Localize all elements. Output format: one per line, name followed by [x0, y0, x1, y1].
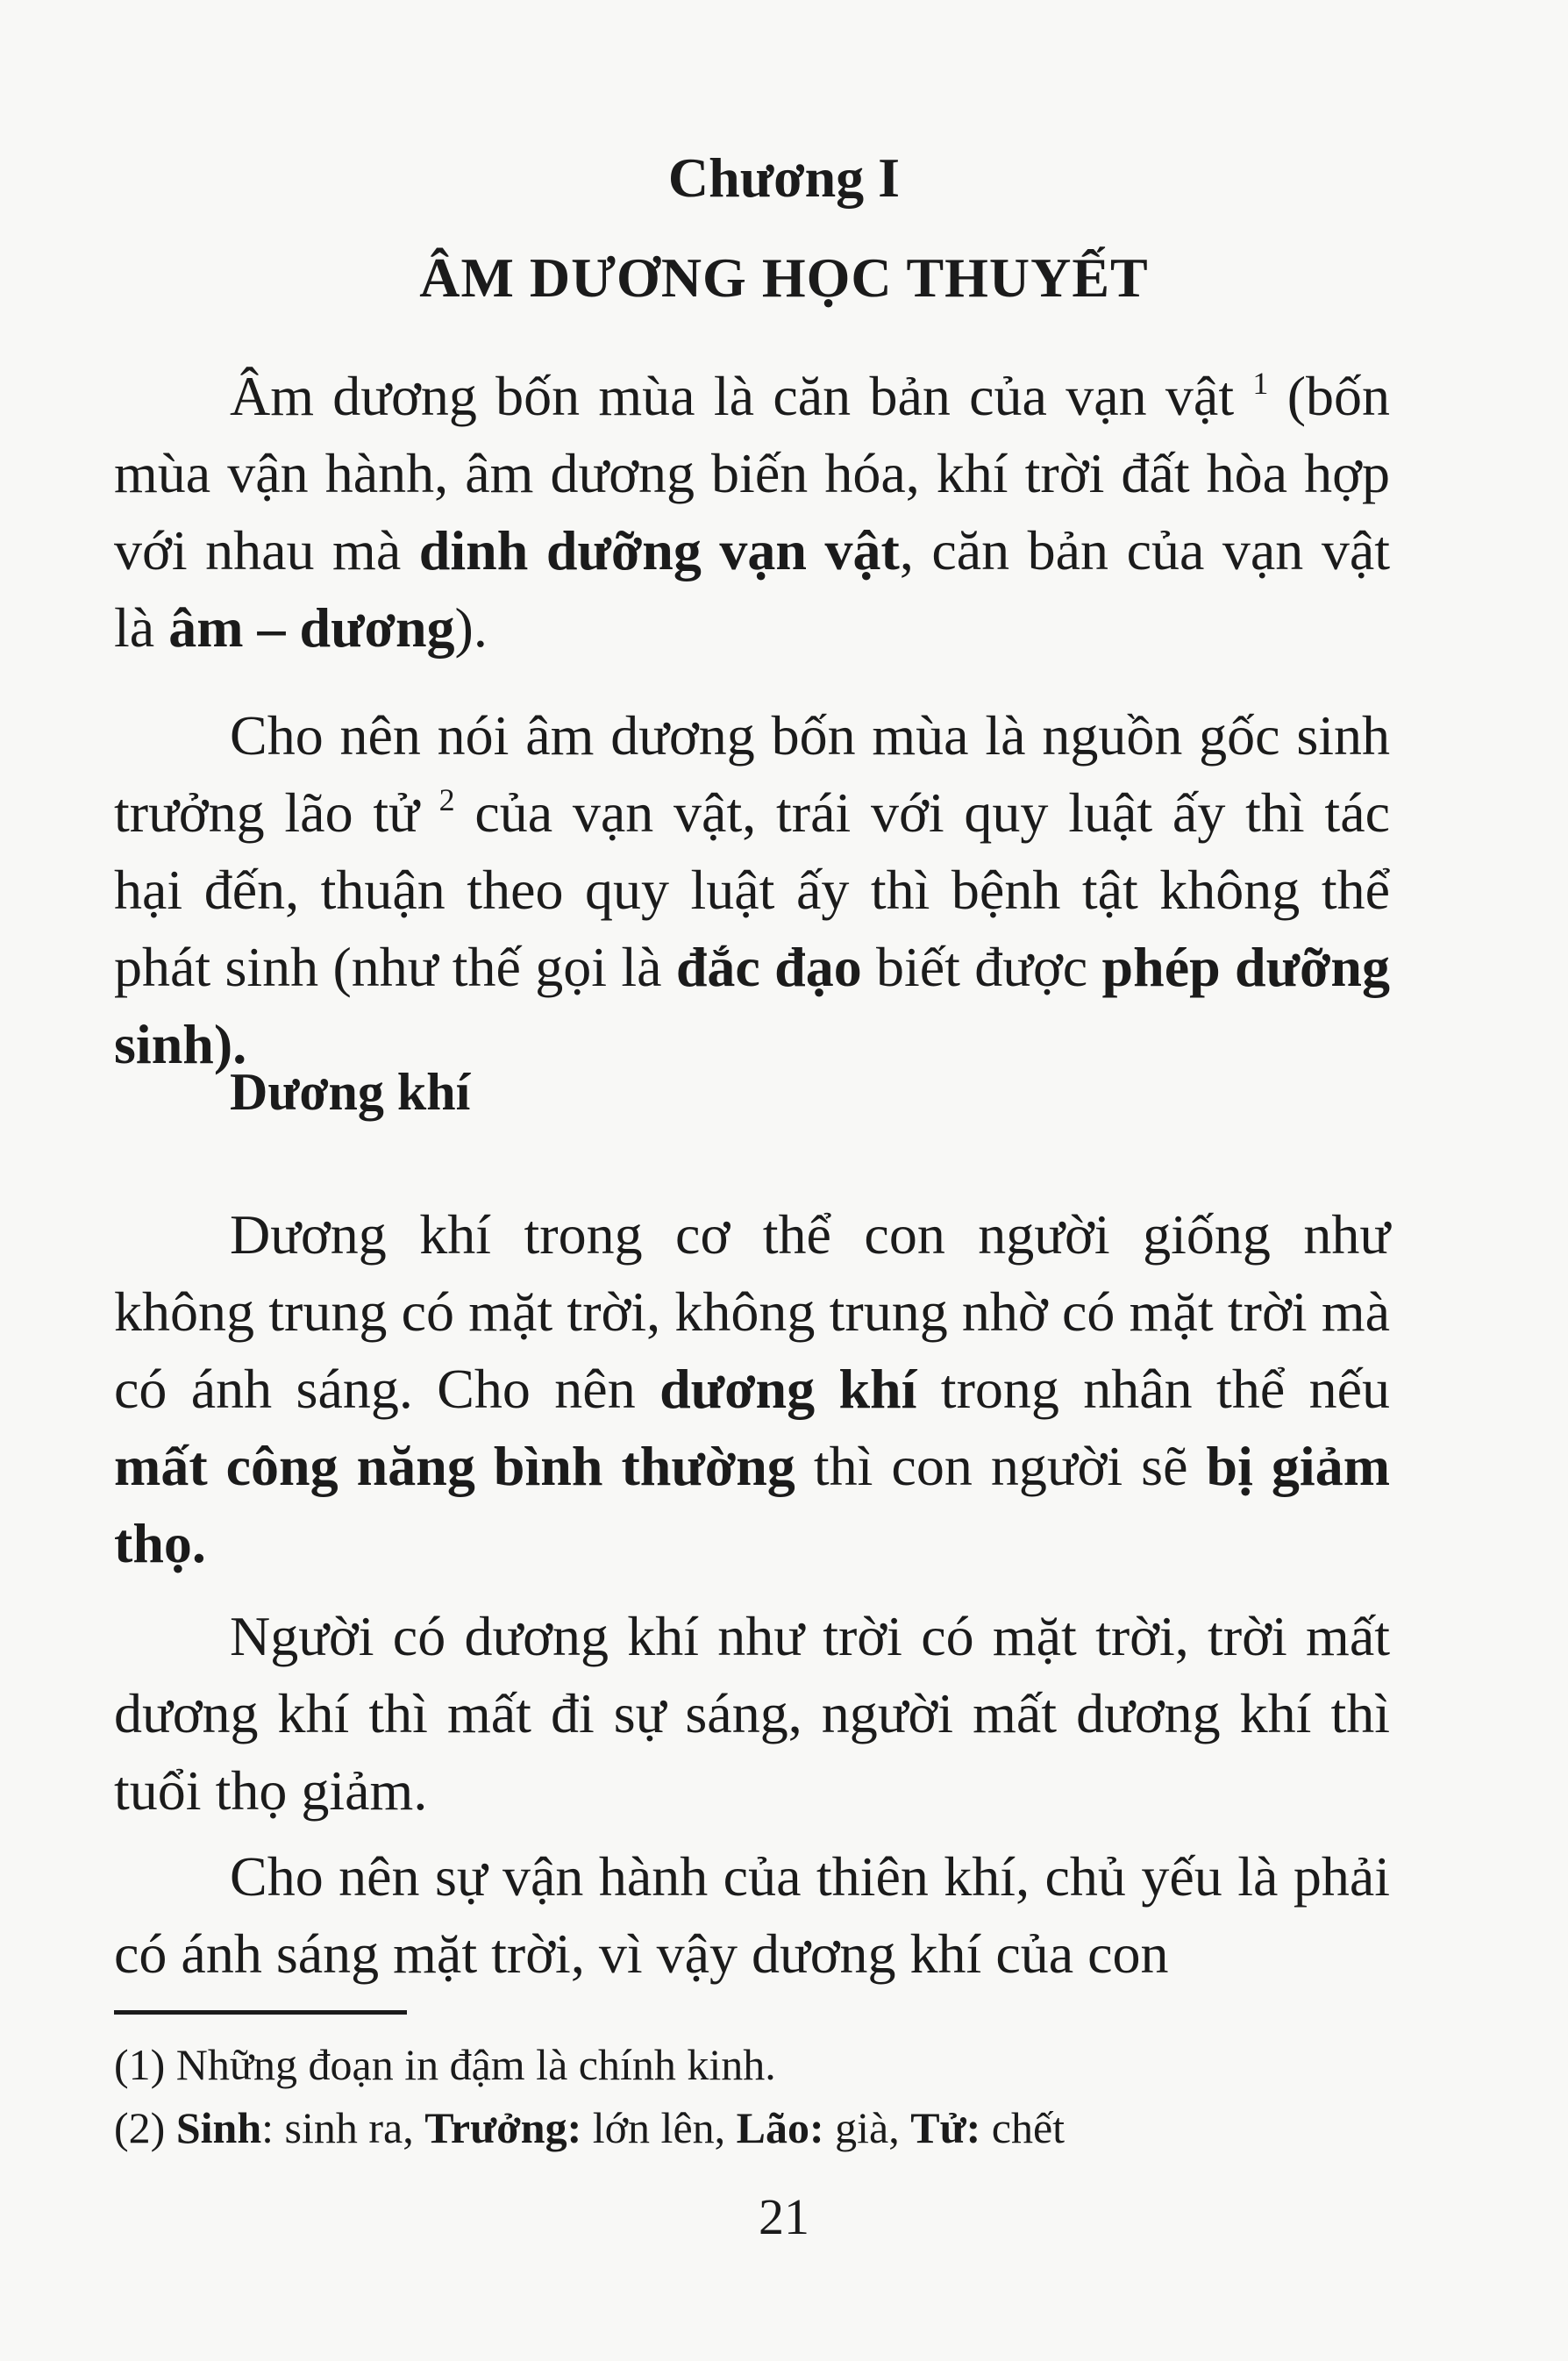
section-heading: Dương khí	[230, 1063, 471, 1121]
bold-text: đắc đạo	[675, 936, 862, 998]
text-segment: Cho nên nói âm dương bốn mùa là nguồn gốc sinh trưởng lão tử	[114, 704, 1390, 844]
text-segment: thì con người sẽ	[795, 1435, 1207, 1497]
chapter-label: Chương I	[667, 146, 901, 209]
term: Sinh	[175, 2103, 262, 2152]
bold-text: dinh dưỡng vạn vật	[418, 519, 900, 581]
text-segment: biết được	[861, 936, 1102, 998]
footnote-ref-2: 2	[438, 782, 455, 817]
paragraph-1	[114, 358, 1390, 667]
paragraph-5	[114, 1838, 1390, 1993]
footnote-2	[114, 2096, 1065, 2159]
text-segment: ).	[454, 596, 488, 659]
footnote-number: (2)	[114, 2103, 176, 2152]
bold-text: dương khí	[659, 1358, 917, 1420]
term: Tử:	[910, 2103, 981, 2152]
bold-text: âm – dương	[168, 596, 455, 659]
text-segment: Âm dương bốn mùa là căn bản của vạn vật	[230, 365, 1253, 427]
text-segment: , căn bản của vạn vật là	[114, 519, 1391, 659]
chapter-title: ÂM DƯƠNG HỌC THUYẾT	[419, 246, 1149, 309]
text-segment: của vạn vật, trái với quy luật ấy thì tác hại đến, thuận theo quy luật ấy thì bệnh tật không thể phát sinh (như thế gọi là	[114, 781, 1391, 998]
text-segment: Dương khí trong cơ thể con người giống như không trung có mặt trời, không trung nhờ có mặt trời mà có ánh sáng. Cho nên	[114, 1203, 1390, 1420]
paragraph-5-text: Cho nên sự vận hành của thiên khí, chủ yếu là phải có ánh sáng mặt trời, vì vậy dương khí của con	[114, 1845, 1390, 1985]
page-number: 21	[759, 2188, 809, 2245]
footnotes	[114, 2033, 1065, 2159]
text-segment: (bốn mùa vận hành, âm dương biến hóa, khí trời đất hòa hợp với nhau mà	[114, 365, 1391, 581]
paragraph-3	[114, 1196, 1390, 1582]
paragraph-2	[114, 697, 1390, 1083]
footnote-divider	[114, 2010, 407, 2015]
term: Lão:	[736, 2103, 824, 2152]
footnote-1: (1) Những đoạn in đậm là chính kinh.	[114, 2040, 776, 2089]
bold-text: bị giảm thọ.	[114, 1435, 1391, 1574]
bold-text: mất công năng bình thường	[114, 1435, 795, 1497]
term: Trưởng:	[424, 2103, 582, 2152]
definition: : sinh ra,	[261, 2103, 425, 2152]
definition: chết	[980, 2103, 1066, 2152]
footnote-ref-1: 1	[1252, 366, 1269, 401]
definition: già,	[823, 2103, 911, 2152]
paragraph-4	[114, 1598, 1390, 1830]
text-segment: trong nhân thể nếu	[916, 1358, 1391, 1420]
bold-text: phép dưỡng sinh).	[114, 936, 1391, 1075]
definition: lớn lên,	[581, 2103, 737, 2152]
paragraph-4-text: Người có dương khí như trời có mặt trời, trời mất dương khí thì mất đi sự sáng, người mất dương khí thì tuổi thọ giảm.	[114, 1605, 1390, 1822]
